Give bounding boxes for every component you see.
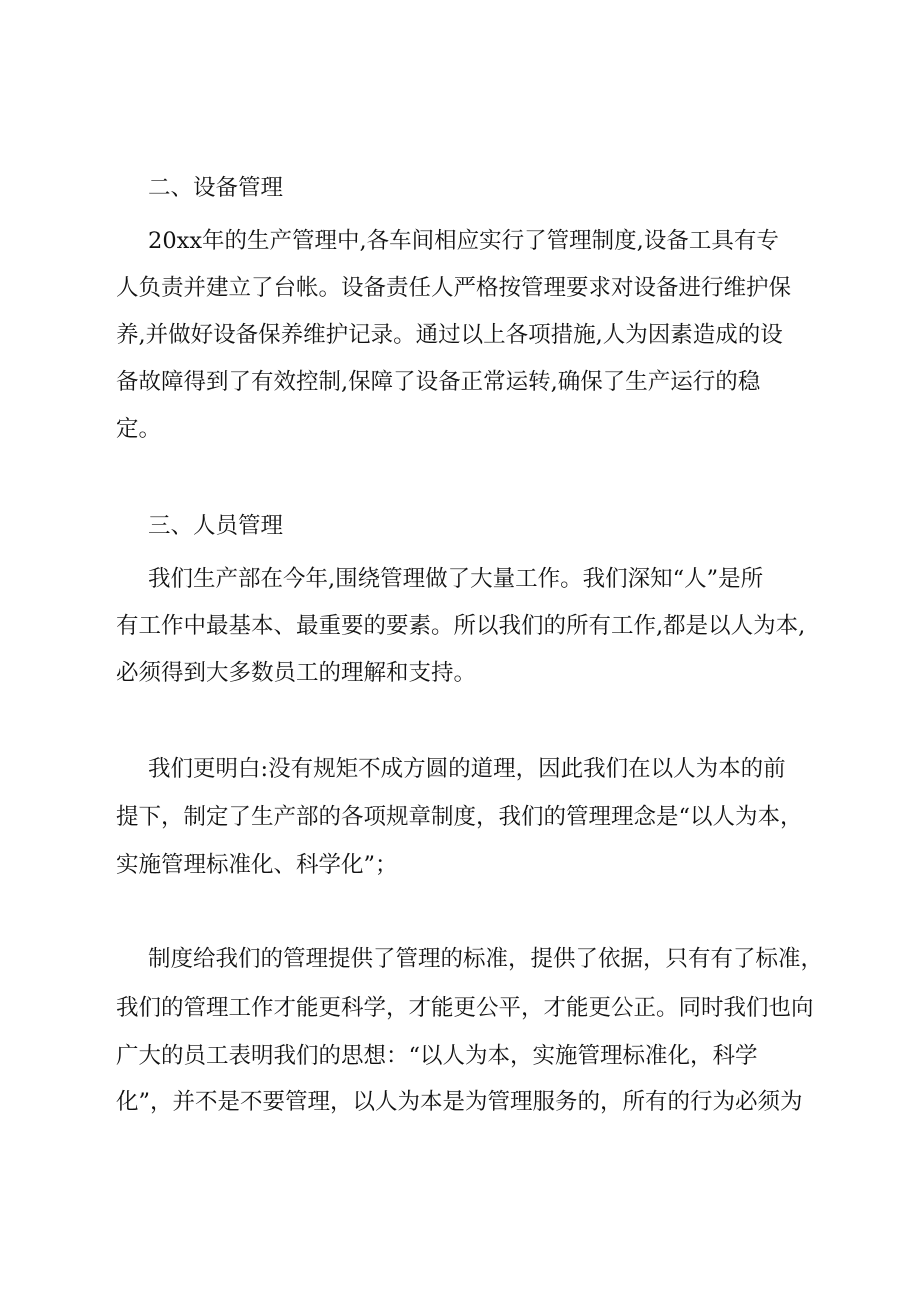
section-heading-personnel: 三、人员管理 xyxy=(148,513,284,539)
paragraph-line: 实施管理标准化、科学化”； xyxy=(116,852,398,878)
paragraph-line: 备故障得到了有效控制,保障了设备正常运转,确保了生产运行的稳 xyxy=(116,369,761,395)
paragraph-line: 我们的管理工作才能更科学，才能更公平，才能更公正。同时我们也向 xyxy=(116,995,814,1021)
paragraph-line: 20xx年的生产管理中,各车间相应实行了管理制度,设备工具有专 xyxy=(148,228,779,254)
paragraph-line: 制度给我们的管理提供了管理的标准，提供了依据，只有有了标准， xyxy=(148,946,824,972)
paragraph-line: 化”，并不是不要管理，以人为本是为管理服务的，所有的行为必须为 xyxy=(116,1089,803,1115)
paragraph-line: 有工作中最基本、最重要的要素。所以我们的所有工作,都是以人为本, xyxy=(116,613,806,639)
paragraph-line: 我们更明白:没有规矩不成方圆的道理，因此我们在以人为本的前 xyxy=(148,756,786,782)
paragraph-line: 必须得到大多数员工的理解和支持。 xyxy=(116,660,477,686)
paragraph-line: 人负责并建立了台帐。设备责任人严格按管理要求对设备进行维护保 xyxy=(116,275,792,301)
paragraph-line: 定。 xyxy=(116,416,162,442)
paragraph-line: 广大的员工表明我们的思想：“以人为本，实施管理标准化，科学 xyxy=(116,1043,758,1069)
paragraph-line: 我们生产部在今年,围绕管理做了大量工作。我们深知“人”是所 xyxy=(148,566,764,592)
paragraph-line: 提下，制定了生产部的各项规章制度，我们的管理理念是“以人为本， xyxy=(116,804,803,830)
paragraph-line: 养,并做好设备保养维护记录。通过以上各项措施,人为因素造成的设 xyxy=(116,322,783,348)
section-heading-equipment: 二、设备管理 xyxy=(148,175,284,201)
